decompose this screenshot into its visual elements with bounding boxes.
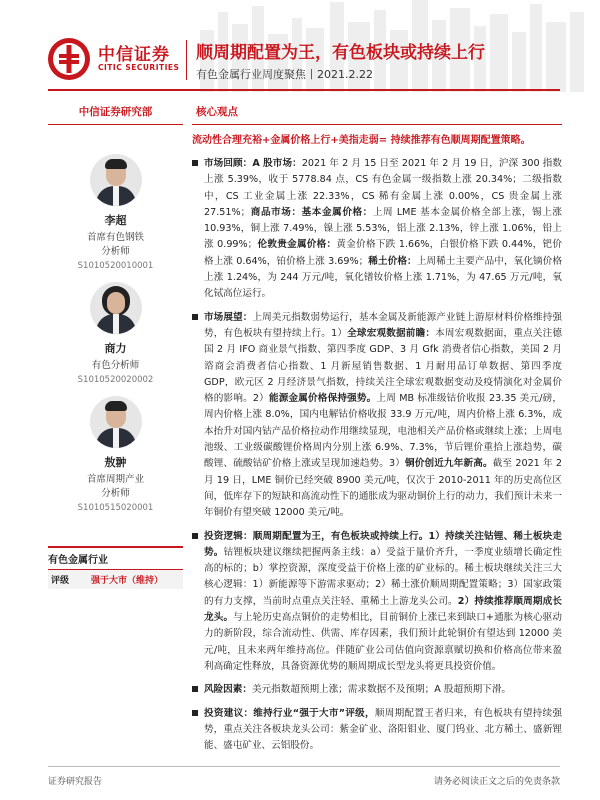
industry-rating-box [48, 546, 183, 589]
analyst-id: S1010520010001 [77, 261, 154, 271]
citic-logo [46, 36, 92, 82]
paragraph-risk-factors [192, 682, 562, 698]
text: 钴锂板块建议继续把握两条主线：a）受益于量价齐升，一季度业绩增长确定性高的标的；b）掌控资源，深度受益于价格上涨的矿业标的。稀土板块继续关注三大核心逻辑：1）新能源等下游需求驱动；2）稀土涨价顺周期配置策略；3）国家政策的有力支撑，当前时点重点关注轻、重稀土上游龙头公司。 [204, 546, 562, 607]
logo-text-en: CITIC SECURITIES [98, 63, 180, 72]
text: 本周宏观数据面，重点关注德国 2 月 IFO 商业景气指数、第四季度 GDP、3 月 Gfk 消费者信心指数，美国 2 月谘商会消费者信心指数、1 月新屋销售数据、1 月耐用品订单数据、第四季度 GDP，欧元区 2 月经济景气指数，持续关注全球宏观数据变动及疫情演化对金属价格的影响。2） [204, 327, 563, 405]
bullet-square-icon [192, 533, 198, 539]
label: 市场回顾：A 股市场： [204, 158, 302, 169]
label: 风险因素： [204, 684, 252, 696]
rating-row [48, 570, 183, 589]
label: 投资逻辑：顺周期配置为王，有色板块或持续上行。1）持续关注钴锂、稀土板块走势。 [204, 530, 562, 558]
industry-heading: 有色金属行业 [48, 546, 183, 570]
analyst-title: 首席有色钢铁 [86, 232, 144, 243]
bullet-square-icon [192, 710, 198, 716]
analyst-name: 敖翀 [104, 456, 127, 469]
text: 美元指数超预期上涨；需求数据不及预期；A 股超预期下滑。 [251, 684, 512, 696]
analyst-role: 分析师 [101, 246, 130, 257]
analyst-card [48, 154, 183, 273]
rating-value: 强于大市（维持） [91, 576, 164, 586]
text: 上周稀土主要产品中，氧化镝价格上涨 1.24%，为 244 万元/吨，氧化镨钕价格上涨 1.71%，为 47.65 万元/吨，氧化铽高位运行。 [204, 255, 563, 300]
left-sidebar [48, 100, 183, 125]
bullet-square-icon [192, 686, 198, 692]
analyst-photo [90, 282, 142, 334]
label: 稀土价格： [368, 255, 417, 267]
analyst-photo [90, 396, 142, 448]
text: 2021 年 2 月 15 日至 2021 年 2 月 19 日，沪深 300 指数上涨 5.39%，收于 5778.84 点，CS 有色金属一级指数上涨 20.34%；二级指数中，CS 工业金属上涨 22.33%，CS 稀有金属上涨 0.00%，CS 贵金属上涨 27.51%； [204, 158, 563, 218]
text: 上周 MB 标准级钴价收报 23.35 美元/磅，周内价格上涨 8.0%，国内电解钴价格收报 33.9 万元/吨，周内价格上涨 6.3%，成本抬升对国内钴产品价格拉动作用继续显现，电池相关产品价格或继续上涨；上周电池级、工业级碳酸锂价格周内分别上涨 6.9%、7.3%，节后锂价重拾上涨趋势，碳酸锂、硫酸钴矿价格上涨或呈现加速趋势。3） [204, 393, 562, 470]
label: 商品市场：基本金属价格： [250, 206, 373, 218]
text: 黄金价格下跌 1.66%，白银价格下跌 0.44%，钯价格上涨 0.64%，铂价格上涨 3.69%； [204, 239, 562, 267]
analyst-card [48, 396, 183, 515]
paragraph-market-review [192, 156, 562, 303]
label: 伦敦贵金属价格： [257, 239, 337, 251]
page-footer [48, 766, 560, 787]
text: 上周美元指数弱势运行，基本金属及新能源产业链上游原材料价格维持强势，有色板块有望持续上行。1） [204, 311, 562, 339]
paragraph-market-outlook [192, 310, 562, 522]
analyst-name: 商力 [104, 342, 127, 355]
analyst-title: 首席周期产业 [86, 474, 144, 485]
footer-left-text: 证券研究报告 [48, 777, 103, 787]
analyst-id: S1010515020001 [77, 503, 154, 513]
report-subtitle: 有色金属行业周度聚焦丨2021.2.22 [196, 68, 373, 81]
report-title: 顺周期配置为王，有色板块或持续上行 [196, 43, 485, 63]
analyst-title: 有色分析师 [91, 360, 140, 371]
label: 铜价创近九年新高。 [405, 458, 493, 470]
analyst-name: 李超 [104, 214, 127, 227]
dept-heading: 中信证券研究部 [48, 100, 183, 125]
label: 投资建议：维持行业“强于大市”评级， [204, 707, 375, 719]
footer-disclaimer-text: 请务必阅读正文之后的免责条款 [433, 777, 560, 787]
text: 顺周期配置王者归来，有色板块有望持续强势，重点关注各板块龙头公司：紫金矿业、洛阳钼业、厦门钨业、北方稀土、盛新锂能、盛屯矿业、云铝股份。 [204, 707, 562, 752]
label: 市场展望： [204, 311, 253, 323]
core-view-heading: 核心观点 [192, 100, 562, 125]
logo-text-cn: 中信证券 [98, 45, 170, 65]
lead-summary: 流动性合理充裕+金属价格上行+美指走弱= 持续推荐有色顺周期配置策略。 [192, 135, 531, 146]
analyst-role: 分析师 [101, 488, 130, 499]
analyst-photo [90, 154, 142, 206]
bullet-square-icon [192, 160, 198, 166]
bullet-square-icon [192, 314, 198, 320]
rating-label: 评级 [51, 576, 70, 586]
header-rule [48, 89, 560, 91]
analyst-card [48, 282, 183, 387]
paragraph-investment-advice [192, 706, 562, 755]
main-content [192, 100, 562, 761]
analyst-id: S1010520020002 [77, 375, 154, 385]
header-divider [186, 40, 187, 80]
label: 能源金属价格保持强势。 [268, 393, 377, 405]
label: 2）持续推荐顺周期成长龙头。 [204, 595, 562, 624]
paragraph-investment-logic [192, 529, 562, 676]
report-header [0, 0, 600, 92]
text: 截至 2021 年 2 月 19 日，LME 铜价已经突破 8900 美元/吨，仅次于 2010-2011 年的历史高位区间，低库存下的短缺和高流动性下的通胀成为驱动铜价上行的动力，我们预计未来一年铜价有望突破 12000 美元/吨。 [204, 458, 563, 519]
label: 全球宏观数据前瞻： [347, 327, 436, 339]
text: 与上轮历史高点铜价的走势相比，目前铜价上涨已来到缺口+通胀为核心驱动力的新阶段，综合流动性、供需、库存因素，我们预计此轮铜价有望达到 12000 美元/吨，且未来两年维持高位。伴随矿业公司估值向资源禀赋切换和价格高位带来盈利高确定性释放，具备资源优势的顺周期成长型龙头将更具投资价值。 [204, 612, 562, 672]
text: 上周 LME 基本金属价格全部上涨，锡上涨 10.93%，铜上涨 7.49%，镍上涨 5.53%，铝上涨 2.13%，锌上涨 1.06%，铅上涨 0.99%； [204, 206, 562, 251]
